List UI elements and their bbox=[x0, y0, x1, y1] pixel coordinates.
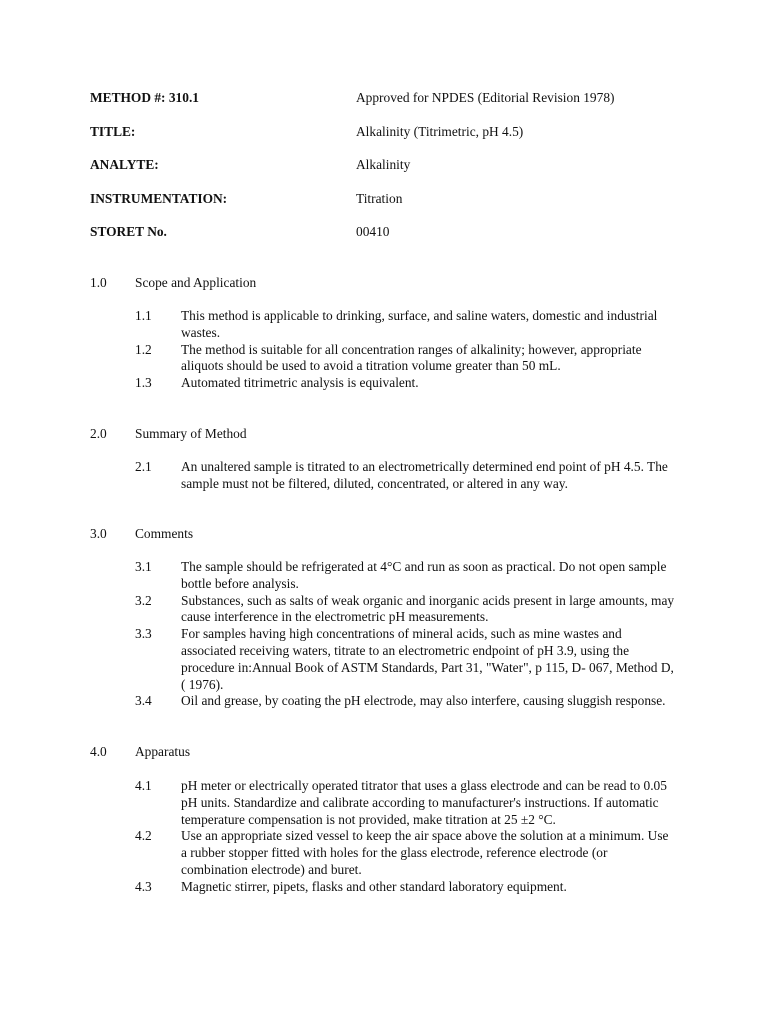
title-value: Alkalinity (Titrimetric, pH 4.5) bbox=[356, 124, 524, 139]
list-item bbox=[90, 308, 690, 342]
item-number: 3.2 bbox=[135, 592, 152, 608]
section-number: 2.0 bbox=[90, 426, 107, 441]
instrumentation-label: INSTRUMENTATION: bbox=[90, 191, 228, 206]
item-text: Substances, such as salts of weak organic and inorganic acids present in large amounts, may cause interference in the electrometric pH measurements. bbox=[181, 592, 675, 625]
list-item bbox=[90, 375, 690, 392]
section-title: Scope and Application bbox=[135, 275, 257, 290]
list-item bbox=[90, 693, 690, 710]
item-text: Use an appropriate sized vessel to keep the air space above the solution at a minimum. Use a rubber stopper fitted with holes for the glass electrode, reference electrode (or combination electrode) and buret. bbox=[181, 828, 669, 877]
section-number: 3.0 bbox=[90, 526, 107, 541]
item-text: The sample should be refrigerated at 4°C and run as soon as practical. Do not open sample bottle before analysis. bbox=[181, 559, 667, 591]
section-title: Comments bbox=[135, 526, 194, 541]
storet-label: STORET No. bbox=[90, 224, 167, 239]
section-items-apparatus bbox=[90, 778, 690, 896]
section-number: 4.0 bbox=[90, 744, 107, 759]
section-items-comments bbox=[90, 559, 690, 710]
list-item bbox=[90, 626, 690, 693]
section-items-summary bbox=[90, 459, 690, 493]
list-item bbox=[90, 879, 690, 896]
item-number: 2.1 bbox=[135, 459, 152, 474]
item-number: 3.4 bbox=[135, 693, 152, 709]
item-text: Oil and grease, by coating the pH electrode, may also interfere, causing sluggish response. bbox=[181, 693, 666, 709]
method-value: Approved for NPDES (Editorial Revision 1978) bbox=[356, 90, 615, 105]
analyte-value: Alkalinity bbox=[356, 157, 411, 172]
item-text: Automated titrimetric analysis is equivalent. bbox=[181, 375, 419, 391]
list-item bbox=[90, 342, 690, 376]
instrumentation-value: Titration bbox=[356, 191, 403, 206]
header-row-analyte bbox=[90, 157, 690, 175]
header-row-storet bbox=[90, 224, 690, 242]
item-number: 1.3 bbox=[135, 375, 152, 391]
storet-value: 00410 bbox=[356, 224, 390, 239]
list-item bbox=[90, 778, 690, 828]
section-title: Summary of Method bbox=[135, 426, 247, 441]
item-number: 4.2 bbox=[135, 828, 152, 844]
item-text: Magnetic stirrer, pipets, flasks and other standard laboratory equipment. bbox=[181, 878, 567, 894]
item-number: 3.3 bbox=[135, 626, 152, 642]
section-items-scope bbox=[90, 308, 690, 392]
item-number: 1.2 bbox=[135, 341, 152, 357]
header-row-title bbox=[90, 124, 690, 142]
item-number: 4.1 bbox=[135, 778, 152, 793]
section-title: Apparatus bbox=[135, 744, 191, 759]
section-number: 1.0 bbox=[90, 275, 107, 290]
list-item bbox=[90, 593, 690, 627]
list-item bbox=[90, 828, 690, 878]
header-row-instrumentation bbox=[90, 191, 690, 209]
title-label: TITLE: bbox=[90, 124, 136, 139]
list-item bbox=[90, 559, 690, 593]
item-number: 3.1 bbox=[135, 559, 152, 574]
item-text: This method is applicable to drinking, surface, and saline waters, domestic and industrial wastes. bbox=[181, 308, 658, 340]
item-text: pH meter or electrically operated titrator that uses a glass electrode and can be read to 0.05 pH units. Standardize and calibrate according to manufacturer's instructions. If automatic temperature compensation is not provided, make titration at 25 ±2 °C. bbox=[181, 778, 667, 827]
item-text: The method is suitable for all concentration ranges of alkalinity; however, appropriate aliquots should be used to avoid a titration volume greater than 50 mL. bbox=[181, 341, 642, 374]
method-label: METHOD #: 310.1 bbox=[90, 90, 199, 105]
analyte-label: ANALYTE: bbox=[90, 157, 159, 172]
header-row-method bbox=[90, 90, 690, 108]
list-item bbox=[90, 459, 690, 493]
item-number: 1.1 bbox=[135, 308, 152, 323]
item-text: For samples having high concentrations of mineral acids, such as mine wastes and associated receiving waters, titrate to an electrometric endpoint of pH 3.9, using the procedure in:Annual Book of ASTM Standards, Part 31, "Water", p 115, D- 067, Method D, ( 1976). bbox=[181, 626, 674, 692]
item-number: 4.3 bbox=[135, 878, 152, 894]
item-text: An unaltered sample is titrated to an electrometrically determined end point of pH 4.5. The sample must not be filtered, diluted, concentrated, or altered in any way. bbox=[181, 459, 668, 491]
